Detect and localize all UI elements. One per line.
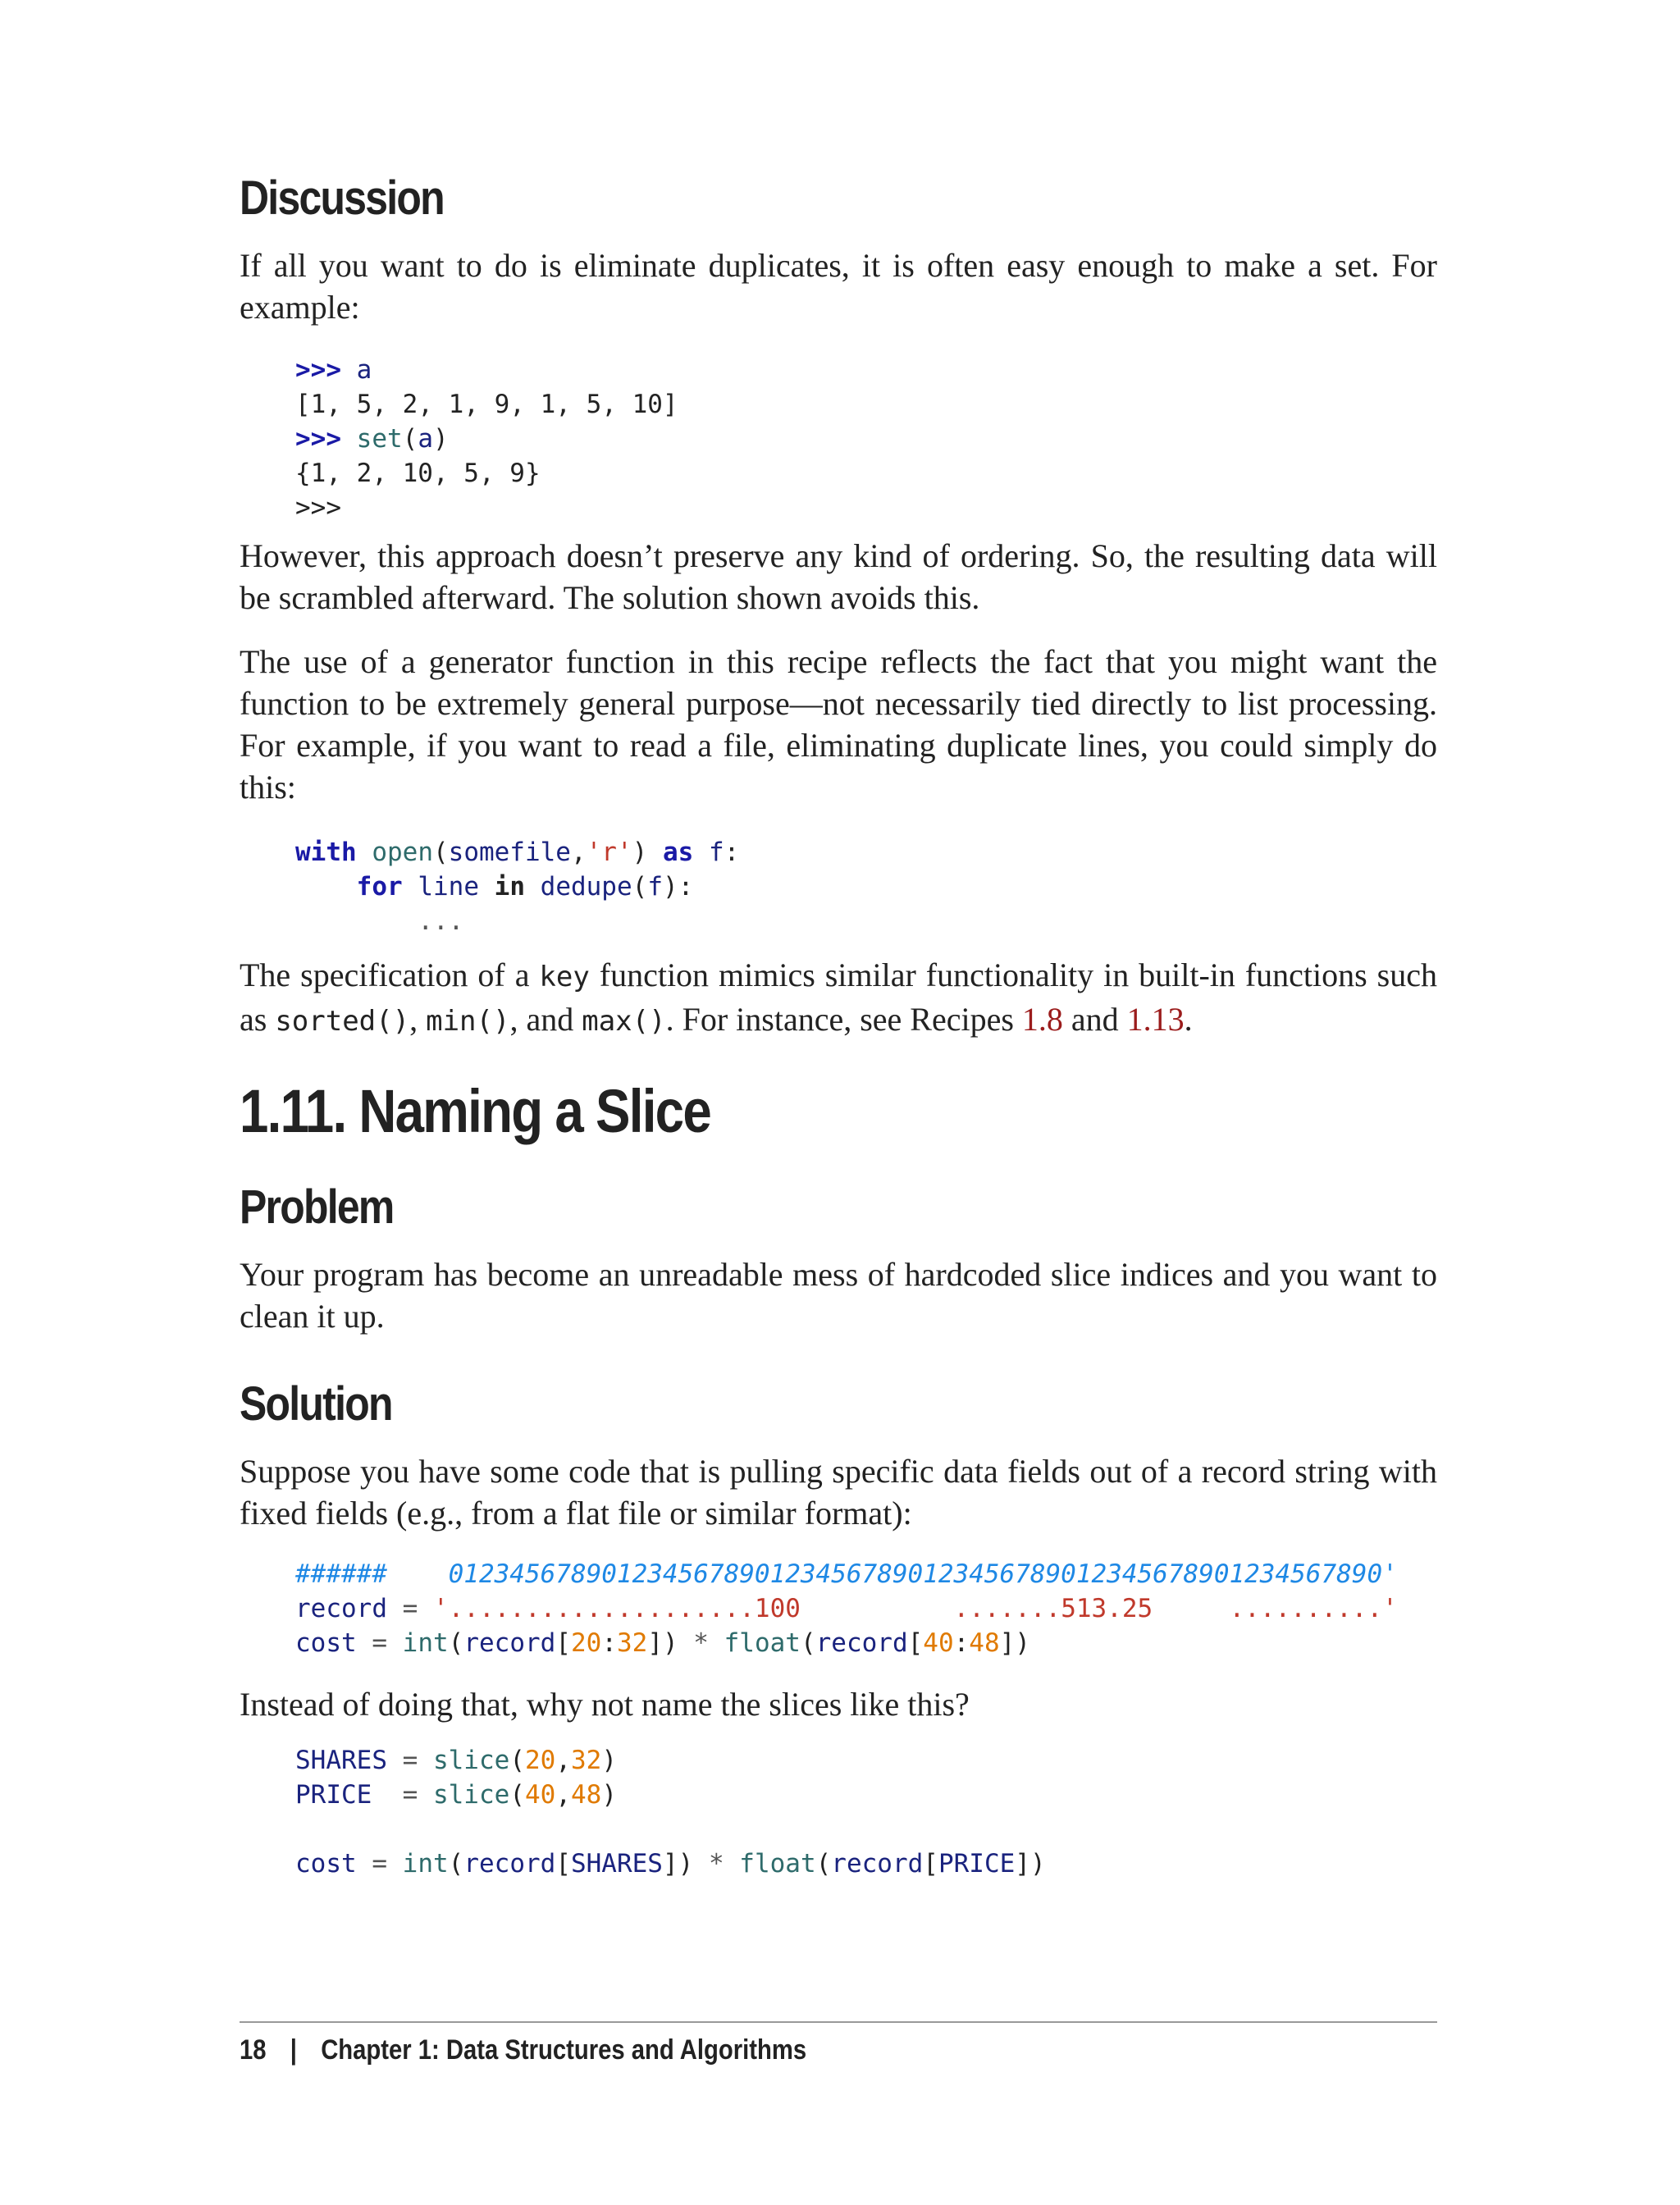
code-line: ...	[418, 906, 464, 936]
code-line: with open(somefile,'r') as f:	[295, 838, 740, 867]
discussion-para-2: However, this approach doesn’t preserve any kind of ordering. So, the resulting data will be scrambled afterward. The solution shown avoids this.	[240, 537, 1437, 616]
code-line: ###### 0123456789012345678901234567890123456789012345678901234567890'	[295, 1559, 1398, 1589]
code-line: [1, 5, 2, 1, 9, 1, 5, 10]	[295, 390, 678, 419]
footer-divider	[240, 2021, 1437, 2023]
chapter-title: Chapter 1: Data Structures and Algorithms	[321, 2034, 807, 2066]
discussion-para-3: The use of a generator function in this recipe reflects the fact that you might want the function to be extremely general purpose—not necessarily tied directly to list processing. For example, if you want to read a file, eliminating duplicate lines, you could simply do this:	[240, 643, 1437, 806]
code-line: >>> a	[295, 355, 372, 385]
code-line: PRICE = slice(40,48)	[295, 1780, 617, 1810]
recipe-link-1-8[interactable]: 1.8	[1021, 1001, 1063, 1038]
page-number: 18	[240, 2034, 267, 2066]
code-block-record-hardcoded	[240, 1557, 1493, 1660]
code-line: >>>	[295, 493, 341, 523]
solution-text: Suppose you have some code that is pulling specific data fields out of a record string with fixed fields (e.g., from a flat file or similar format):	[240, 1453, 1437, 1532]
code-line: {1, 2, 10, 5, 9}	[295, 459, 541, 488]
discussion-para-1: If all you want to do is eliminate duplicates, it is often easy enough to make a set. For example:	[240, 247, 1437, 326]
recipe-link-1-13[interactable]: 1.13	[1126, 1001, 1185, 1038]
solution-heading: Solution	[240, 1377, 392, 1431]
section-title: 1.11. Naming a Slice	[240, 1077, 711, 1145]
footer-separator: |	[290, 2034, 297, 2066]
problem-text: Your program has become an unreadable mess of hardcoded slice indices and you want to clean it up.	[240, 1256, 1437, 1335]
discussion-heading: Discussion	[240, 171, 444, 225]
code-line: cost = int(record[SHARES]) * float(record[PRICE])	[295, 1849, 1046, 1879]
problem-heading: Problem	[240, 1180, 394, 1234]
between-text: Instead of doing that, why not name the slices like this?	[240, 1686, 970, 1723]
code-line: cost = int(record[20:32]) * float(record[40:48])	[295, 1628, 1030, 1658]
code-line: for line in dedupe(f):	[356, 872, 694, 902]
code-line: >>> set(a)	[295, 424, 449, 454]
code-line: record = '....................100 .......513.25 ..........'	[295, 1594, 1398, 1623]
page-footer	[240, 2034, 806, 2066]
code-block-set-example	[240, 353, 1493, 525]
code-line	[295, 1812, 1493, 1847]
code-block-dedupe-file	[240, 835, 1493, 938]
code-block-named-slices	[240, 1743, 1493, 1881]
code-line: SHARES = slice(20,32)	[295, 1746, 617, 1775]
discussion-para-4: The specification of a key function mimics similar functionality in built-in functions such as sorted(), min(), and max(). For instance, see Recipes 1.8 and 1.13.	[240, 956, 1437, 1038]
